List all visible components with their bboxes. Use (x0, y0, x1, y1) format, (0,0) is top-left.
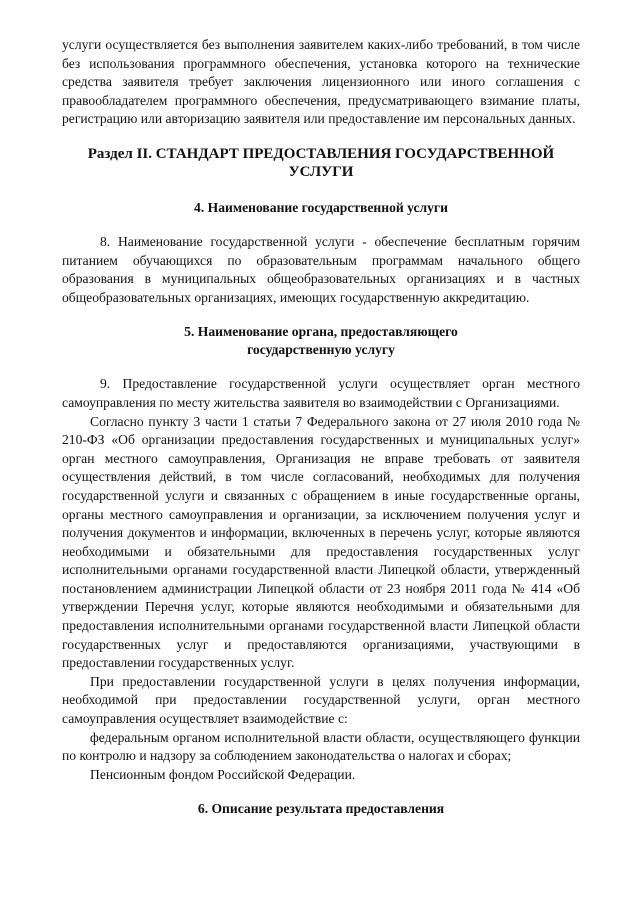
paragraph-9-interaction: При предоставлении государственной услуги в целях получения информации, необходимой при предоставлении государственной услуги, орган местного самоуправления осуществляет взаимодействие с: (62, 673, 580, 727)
heading-result-description: 6. Описание результата предоставления (197, 801, 445, 817)
paragraph-9: 9. Предоставление государственной услуги осуществляет орган местного самоуправления по месту жительства заявителя во взаимодействии с Организациями. (62, 376, 580, 410)
paragraph-9-tax-authority: федеральным органом исполнительной власти области, осуществляющего функции по контролю и надзору за соблюдением законодательства о налогах и сборах; (62, 729, 580, 764)
heading-authority-line2: государственную услугу (247, 342, 395, 358)
section-title: Раздел II. СТАНДАРТ ПРЕДОСТАВЛЕНИЯ ГОСУДАРСТВЕННОЙ УСЛУГИ (87, 145, 555, 180)
paragraph-8: 8. Наименование государственной услуги - обеспечение бесплатным горячим питанием обучающихся по образовательным программам начального общего образования в муниципальных общеобразовательных организациях и в частных общеобразовательных организациях, имеющих государственную аккредитацию. (62, 233, 580, 305)
heading-service-name: 4. Наименование государственной услуги (194, 199, 448, 215)
intro-paragraph: услуги осуществляется без выполнения заявителем каких-либо требований, в том числе без использования программного обеспечения, установка которого на технические средства заявителя требует заключения лицензионного или иного соглашения с правообладателем программного обеспечения, предусматривающего взимание платы, регистрацию или авторизацию заявителя или предоставление им персональных данных. (62, 37, 580, 127)
heading-authority-line1: 5. Наименование органа, предоставляющего (184, 324, 458, 340)
paragraph-9-law: Согласно пункту 3 части 1 статьи 7 Федерального закона от 27 июля 2010 года № 210-ФЗ «Об организации предоставления государственных и муниципальных услуг» орган местного самоуправления, Организация не вправе требовать от заявителя осуществления действий, в том числе согласований, необходимых для получения государственной услуги и связанных с обращением в иные государственные органы, органы местного самоуправления и организации, за исключением получения услуг и получения документов и информации, включенных в перечень услуг, которые являются необходимыми и обязательными для предоставления государственных услуг исполнительными органами государственной власти Липецкой области, утвержденный постановлением администрации Липецкой области от 23 ноября 2011 года № 414 «Об утверждении Перечня услуг, которые являются необходимыми и обязательными для предоставления исполнительными органами государственной власти Липецкой области государственных услуг и предоставляются организациями, участвующими в предоставлении государственных услуг. (62, 413, 580, 671)
paragraph-9-pension-fund: Пенсионным фондом Российской Федерации. (90, 766, 356, 782)
document-page (62, 36, 580, 818)
